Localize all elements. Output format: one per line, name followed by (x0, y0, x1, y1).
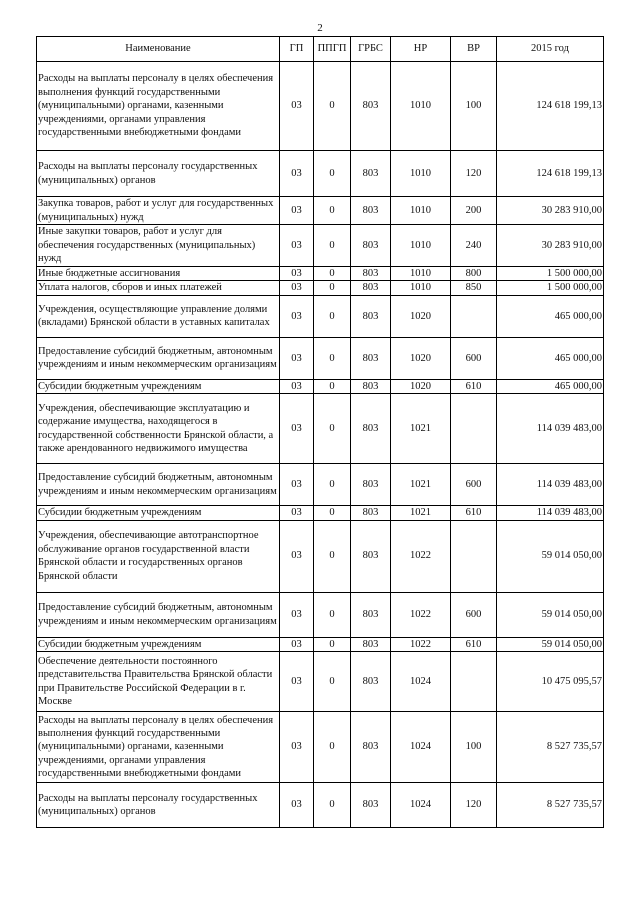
cell-sum: 124 618 199,13 (497, 151, 604, 197)
cell-sum: 114 039 483,00 (497, 464, 604, 506)
cell-grbs: 803 (351, 197, 391, 225)
cell-grbs: 803 (351, 151, 391, 197)
cell-ppgp: 0 (314, 379, 351, 393)
col-header-gp: ГП (280, 37, 314, 62)
cell-gp: 03 (280, 464, 314, 506)
cell-grbs: 803 (351, 652, 391, 712)
cell-ppgp: 0 (314, 151, 351, 197)
cell-vr (451, 652, 497, 712)
cell-grbs: 803 (351, 267, 391, 281)
cell-name: Расходы на выплаты персоналу государственных (муниципальных) органов (37, 783, 280, 828)
cell-gp: 03 (280, 506, 314, 520)
cell-name: Предоставление субсидий бюджетным, автономным учреждениям и иным некоммерческим организациям (37, 592, 280, 637)
cell-name: Уплата налогов, сборов и иных платежей (37, 281, 280, 295)
cell-vr (451, 394, 497, 464)
table-row (37, 197, 604, 225)
cell-vr: 610 (451, 506, 497, 520)
cell-sum: 59 014 050,00 (497, 637, 604, 651)
table-row (37, 379, 604, 393)
cell-grbs: 803 (351, 62, 391, 151)
cell-vr: 600 (451, 464, 497, 506)
cell-ppgp: 0 (314, 197, 351, 225)
cell-ppgp: 0 (314, 464, 351, 506)
col-header-grbs: ГРБС (351, 37, 391, 62)
cell-grbs: 803 (351, 783, 391, 828)
cell-np: 1010 (391, 151, 451, 197)
cell-name: Субсидии бюджетным учреждениям (37, 637, 280, 651)
cell-ppgp: 0 (314, 592, 351, 637)
table-row (37, 520, 604, 592)
cell-np: 1021 (391, 394, 451, 464)
cell-vr: 200 (451, 197, 497, 225)
cell-sum: 59 014 050,00 (497, 520, 604, 592)
table-row (37, 295, 604, 337)
cell-grbs: 803 (351, 520, 391, 592)
cell-name: Иные бюджетные ассигнования (37, 267, 280, 281)
cell-np: 1022 (391, 520, 451, 592)
cell-gp: 03 (280, 295, 314, 337)
cell-name: Учреждения, осуществляющие управление долями (вкладами) Брянской области в уставных капиталах (37, 295, 280, 337)
table-row (37, 637, 604, 651)
cell-sum: 30 283 910,00 (497, 197, 604, 225)
cell-gp: 03 (280, 637, 314, 651)
table-row (37, 62, 604, 151)
cell-name: Иные закупки товаров, работ и услуг для обеспечения государственных (муниципальных) нужд (37, 225, 280, 267)
cell-np: 1022 (391, 592, 451, 637)
cell-grbs: 803 (351, 337, 391, 379)
cell-np: 1024 (391, 652, 451, 712)
cell-np: 1021 (391, 506, 451, 520)
cell-name: Субсидии бюджетным учреждениям (37, 506, 280, 520)
cell-grbs: 803 (351, 281, 391, 295)
cell-gp: 03 (280, 712, 314, 783)
cell-np: 1020 (391, 337, 451, 379)
cell-sum: 465 000,00 (497, 295, 604, 337)
cell-ppgp: 0 (314, 225, 351, 267)
cell-vr: 240 (451, 225, 497, 267)
cell-np: 1024 (391, 783, 451, 828)
cell-grbs: 803 (351, 712, 391, 783)
cell-sum: 114 039 483,00 (497, 506, 604, 520)
cell-vr: 100 (451, 712, 497, 783)
col-header-name: Наименование (37, 37, 280, 62)
table-header-row (37, 37, 604, 62)
cell-name: Предоставление субсидий бюджетным, автономным учреждениям и иным некоммерческим организациям (37, 464, 280, 506)
cell-ppgp: 0 (314, 712, 351, 783)
cell-grbs: 803 (351, 464, 391, 506)
table-row (37, 464, 604, 506)
cell-name: Предоставление субсидий бюджетным, автономным учреждениям и иным некоммерческим организациям (37, 337, 280, 379)
col-header-year: 2015 год (497, 37, 604, 62)
cell-sum: 8 527 735,57 (497, 783, 604, 828)
cell-np: 1022 (391, 637, 451, 651)
cell-ppgp: 0 (314, 520, 351, 592)
table-row (37, 783, 604, 828)
cell-vr (451, 520, 497, 592)
cell-np: 1021 (391, 464, 451, 506)
cell-grbs: 803 (351, 379, 391, 393)
cell-gp: 03 (280, 337, 314, 379)
cell-sum: 10 475 095,57 (497, 652, 604, 712)
cell-vr: 600 (451, 592, 497, 637)
cell-sum: 124 618 199,13 (497, 62, 604, 151)
cell-name: Расходы на выплаты персоналу в целях обеспечения выполнения функций государственными (муниципальными) органами, казенными учреждениями, органами управления государственными внебюджетными фондами (37, 712, 280, 783)
cell-ppgp: 0 (314, 394, 351, 464)
cell-sum: 59 014 050,00 (497, 592, 604, 637)
table-body (37, 62, 604, 828)
cell-vr: 610 (451, 637, 497, 651)
col-header-np: НР (391, 37, 451, 62)
page-number: 2 (317, 22, 323, 34)
cell-sum: 465 000,00 (497, 337, 604, 379)
cell-name: Расходы на выплаты персоналу государственных (муниципальных) органов (37, 151, 280, 197)
cell-ppgp: 0 (314, 62, 351, 151)
cell-gp: 03 (280, 197, 314, 225)
table-row (37, 506, 604, 520)
cell-gp: 03 (280, 394, 314, 464)
table-row (37, 712, 604, 783)
cell-vr: 850 (451, 281, 497, 295)
cell-ppgp: 0 (314, 637, 351, 651)
cell-gp: 03 (280, 62, 314, 151)
cell-ppgp: 0 (314, 281, 351, 295)
cell-ppgp: 0 (314, 295, 351, 337)
cell-vr: 610 (451, 379, 497, 393)
cell-sum: 465 000,00 (497, 379, 604, 393)
cell-np: 1010 (391, 281, 451, 295)
cell-vr: 120 (451, 783, 497, 828)
col-header-ppgp: ППГП (314, 37, 351, 62)
table-row (37, 337, 604, 379)
cell-np: 1010 (391, 267, 451, 281)
cell-ppgp: 0 (314, 783, 351, 828)
cell-name: Расходы на выплаты персоналу в целях обеспечения выполнения функций государственными (муниципальными) органами, казенными учреждениями, органами управления государственными внебюджетными фондами (37, 62, 280, 151)
cell-ppgp: 0 (314, 267, 351, 281)
budget-table (36, 36, 604, 828)
col-header-vr: ВР (451, 37, 497, 62)
cell-gp: 03 (280, 652, 314, 712)
cell-grbs: 803 (351, 592, 391, 637)
cell-gp: 03 (280, 281, 314, 295)
cell-vr: 800 (451, 267, 497, 281)
cell-grbs: 803 (351, 295, 391, 337)
cell-grbs: 803 (351, 394, 391, 464)
cell-gp: 03 (280, 267, 314, 281)
cell-gp: 03 (280, 783, 314, 828)
cell-name: Учреждения, обеспечивающие эксплуатацию и содержание имущества, находящегося в государственной собственности Брянской области, а также арендованного недвижимого имущества (37, 394, 280, 464)
cell-gp: 03 (280, 151, 314, 197)
cell-np: 1010 (391, 225, 451, 267)
cell-np: 1020 (391, 295, 451, 337)
cell-grbs: 803 (351, 637, 391, 651)
cell-sum: 8 527 735,57 (497, 712, 604, 783)
cell-np: 1010 (391, 197, 451, 225)
cell-np: 1024 (391, 712, 451, 783)
cell-name: Закупка товаров, работ и услуг для государственных (муниципальных) нужд (37, 197, 280, 225)
cell-sum: 30 283 910,00 (497, 225, 604, 267)
table-row (37, 151, 604, 197)
table-row (37, 394, 604, 464)
table-row (37, 281, 604, 295)
cell-sum: 1 500 000,00 (497, 281, 604, 295)
table-row (37, 225, 604, 267)
cell-np: 1010 (391, 62, 451, 151)
cell-vr: 120 (451, 151, 497, 197)
cell-vr: 600 (451, 337, 497, 379)
table-row (37, 592, 604, 637)
table-row (37, 652, 604, 712)
cell-ppgp: 0 (314, 652, 351, 712)
cell-vr: 100 (451, 62, 497, 151)
cell-gp: 03 (280, 225, 314, 267)
cell-grbs: 803 (351, 506, 391, 520)
cell-gp: 03 (280, 592, 314, 637)
cell-gp: 03 (280, 520, 314, 592)
table-row (37, 267, 604, 281)
cell-sum: 114 039 483,00 (497, 394, 604, 464)
cell-np: 1020 (391, 379, 451, 393)
cell-grbs: 803 (351, 225, 391, 267)
cell-name: Обеспечение деятельности постоянного представительства Правительства Брянской области при Правительстве Российской Федерации в г. Москве (37, 652, 280, 712)
cell-name: Учреждения, обеспечивающие автотранспортное обслуживание органов государственной власти Брянской области и государственных органов Брянской области (37, 520, 280, 592)
cell-ppgp: 0 (314, 337, 351, 379)
cell-ppgp: 0 (314, 506, 351, 520)
cell-sum: 1 500 000,00 (497, 267, 604, 281)
cell-vr (451, 295, 497, 337)
cell-gp: 03 (280, 379, 314, 393)
cell-name: Субсидии бюджетным учреждениям (37, 379, 280, 393)
